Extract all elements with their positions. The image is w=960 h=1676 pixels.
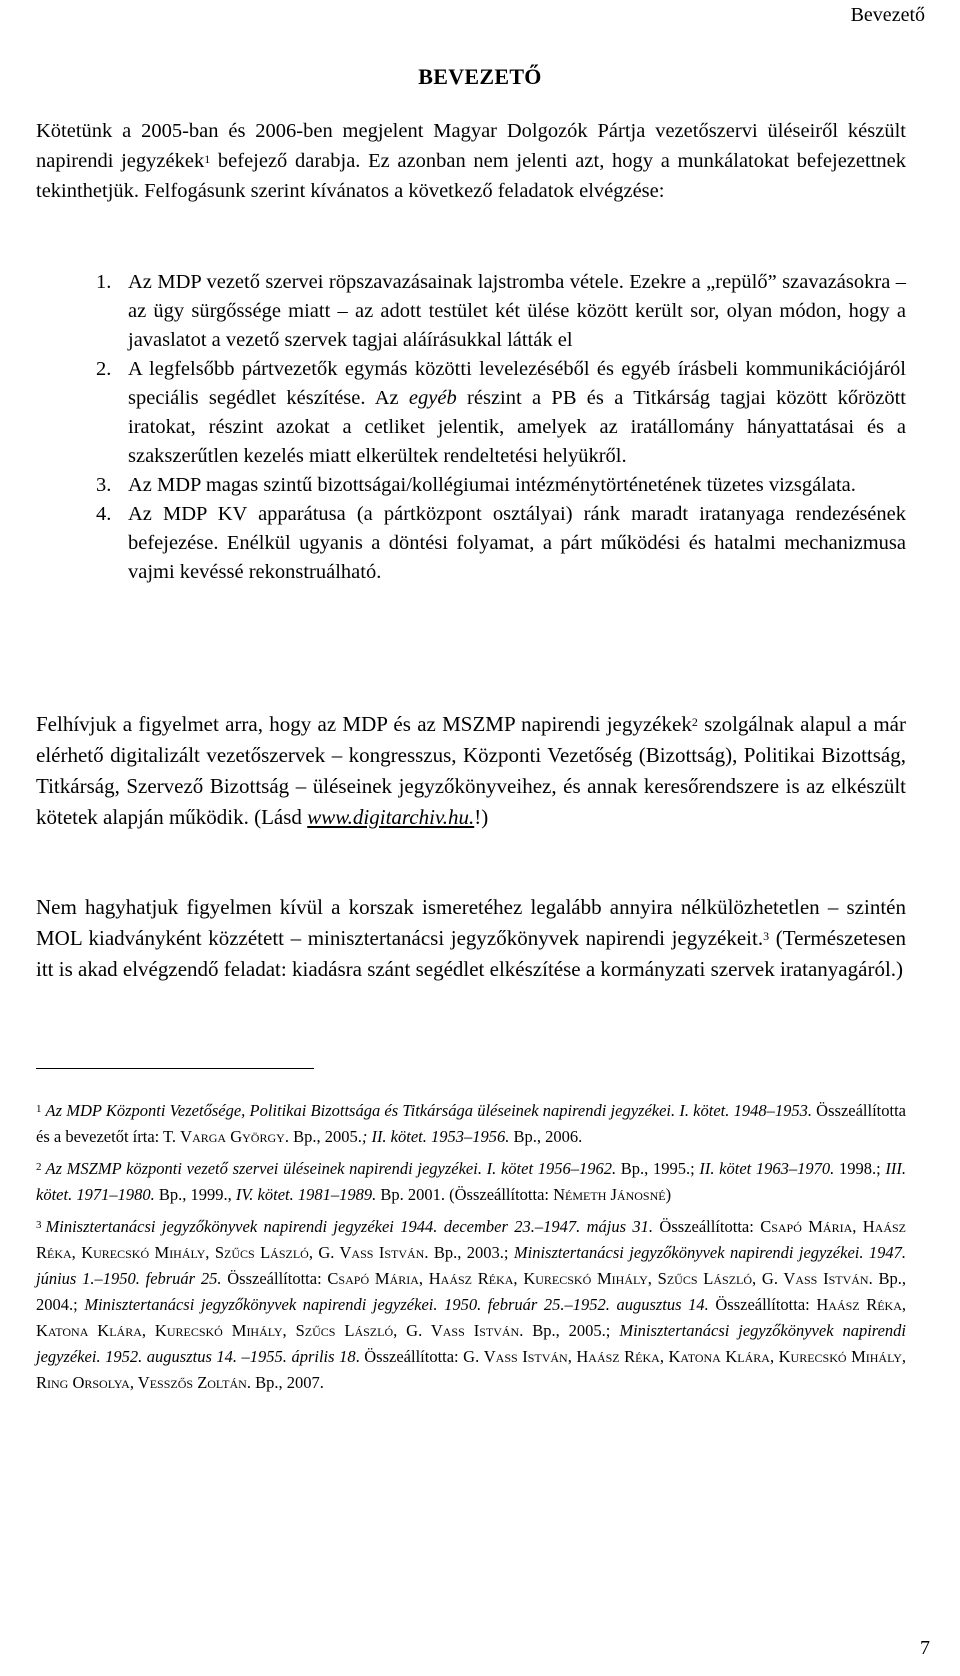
digitization-paragraph [36, 709, 906, 833]
footnote-text: . Bp., 2003.; [424, 1243, 514, 1262]
footnote-ref-3[interactable]: 3 [763, 929, 770, 943]
footnote-author: Varga György [180, 1127, 285, 1146]
footnote-1 [36, 1098, 906, 1150]
list-item [96, 268, 906, 355]
footnote-text: Összeállította és a bevezetőt írta: T. [36, 1101, 906, 1146]
list-item [96, 500, 906, 587]
footnote-text: . Bp., 2007. [246, 1373, 324, 1392]
para2-text-b: szolgálnak alapul a már elérhető digitalizált vezetőszervek – kongresszus, Központi Vezetőség (Bizottság), Politikai Bizottság, Titkárság, Szervező Bizottság – üléseinek jegyzőkönyveihez, és annak keresőrendszere is az elkészült kötetek alapján működik. (Lásd [36, 712, 906, 829]
list-item-number: 1. [96, 271, 112, 293]
para3-text-b: (Természetesen itt is akad elvégzendő feladat: kiadásra szánt segédlet elkészítése a kormányzati szervek iratanyagáról.) [36, 926, 906, 981]
list-item-text: Az MDP vezető szervei röpszavazásainak lajstromba vétele. Ezekre a „repülő” szavazásokra – az ügy sürgőssége miatt – az adott testület két ülése között került sor, olyan módon, hogy a javaslatot a vezető szervek tagjai aláírásukkal látták el [128, 271, 906, 351]
footnote-text: Bp., 1995.; [616, 1159, 700, 1178]
footnote-ref-1[interactable]: 1 [204, 152, 211, 166]
list-item-emphasis: egyéb [408, 387, 457, 409]
para2-text-a: Felhívjuk a figyelmet arra, hogy az MDP és az MSZMP napirendi jegyzékek [36, 712, 692, 736]
footnote-title: IV. kötet. 1981–1989. [235, 1185, 377, 1204]
council-minutes-paragraph [36, 892, 906, 985]
footnote-author: Haász Réka, Katona Klára, Kurecskó Mihály, Szűcs László, G. Vass István [36, 1295, 906, 1340]
digitarchiv-link[interactable]: www.digitarchiv.hu. [307, 805, 475, 829]
footnote-3 [36, 1214, 906, 1396]
footnote-number: 3 [36, 1219, 42, 1231]
list-item-text: Az MDP KV apparátusa (a pártközpont osztályai) ránk maradt iratanyaga rendezésének befejezése. Enélkül ugyanis a döntési folyamat, a párt működési és hatalmi mechanizmusa vajmi kevéssé rekonstruálható. [128, 503, 906, 583]
footnote-text: ) [665, 1185, 672, 1204]
footnote-text: . Bp., 2005.; [519, 1321, 620, 1340]
footnote-title: Minisztertanácsi jegyzőkönyvek napirendi jegyzékei 1944. december 23.–1947. május 31. [45, 1217, 654, 1236]
footnote-text: Összeállította: [708, 1295, 817, 1314]
footnote-author: Vass István, Haász Réka, Katona Klára, Kurecskó Mihály, Ring Orsolya, Vesszős Zoltán [36, 1347, 906, 1392]
list-item-number: 4. [96, 503, 112, 525]
task-list [96, 268, 906, 587]
list-item-number: 3. [96, 474, 112, 496]
footnote-title: Minisztertanácsi jegyzőkönyvek napirendi jegyzékei. 1947. június 1.–1950. február 25. [36, 1243, 906, 1288]
list-item [96, 355, 906, 471]
list-item-number: 2. [96, 358, 112, 380]
footnote-text: . Bp., 2004.; [36, 1269, 906, 1314]
intro-text-a: Kötetünk a 2005-ban és 2006-ben megjelent Magyar Dolgozók Pártja vezetőszervi üléseiről készült napirendi jegyzékek [36, 120, 906, 172]
intro-paragraph [36, 116, 906, 206]
footnote-title: III. kötet. 1971–1980. [36, 1159, 907, 1204]
footnote-separator [36, 1068, 314, 1069]
para3-text-a: Nem hagyhatjuk figyelmen kívül a korszak ismeretéhez legalább annyira nélkülözhetetlen – szintén MOL kiadványként közzétett – minisztertanácsi jegyzőkönyvek napirendi jegyzékeit. [36, 895, 906, 950]
footnote-text: Összeállította: [653, 1217, 761, 1236]
footnote-text: Bp., 2006. [509, 1127, 583, 1146]
footnote-title: ; II. kötet. 1953–1956. [361, 1127, 510, 1146]
footnote-text: Összeállította: [221, 1269, 328, 1288]
list-item-text-cont: részint a PB és a Titkárság tagjai között kőrözött iratokat, részint azokat a cetliket jelentik, amelyek az iratállomány hányattatásai és a szakszerűtlen kezelés miatt elkerültek rendeltetési helyükről. [128, 387, 906, 467]
footnote-number: 2 [36, 1161, 42, 1173]
footnote-title: II. kötet 1963–1970. [699, 1159, 835, 1178]
footnote-author: Németh Jánosné [553, 1185, 666, 1204]
footnote-text: 1998.; [834, 1159, 886, 1178]
list-item-text: A legfelsőbb pártvezetők egymás közötti levelezéséből és egyéb írásbeli kommunikációjáról speciális segédlet készítése. Az [128, 358, 906, 409]
running-header: Bevezető [850, 4, 925, 26]
footnote-author: Csapó Mária, Haász Réka, Kurecskó Mihály, Szűcs László, G. Vass István [36, 1217, 906, 1262]
footnote-2 [36, 1156, 906, 1208]
footnote-text: Bp. 2001. (Összeállította: [376, 1185, 554, 1204]
footnote-number: 1 [36, 1103, 42, 1115]
list-item-text: Az MDP magas szintű bizottságai/kollégiumai intézménytörténetének tüzetes vizsgálata. [128, 474, 856, 496]
footnote-text: . Bp., 2005. [284, 1127, 362, 1146]
footnote-text: . Összeállította: G. [355, 1347, 484, 1366]
page-title: BEVEZETŐ [418, 64, 542, 89]
page-number: 7 [920, 1637, 930, 1659]
para2-text-c: !) [474, 805, 489, 829]
footnote-ref-2[interactable]: 2 [691, 715, 698, 729]
footnote-title: Minisztertanácsi jegyzőkönyvek napirendi jegyzékei. 1952. augusztus 14. –1955. április 18 [36, 1321, 906, 1366]
footnotes-section [36, 1098, 906, 1402]
intro-text-b: befejező darabja. Ez azonban nem jelenti azt, hogy a munkálatokat befejezettnek tekinthetjük. Felfogásunk szerint kívánatos a következő feladatok elvégzése: [36, 150, 906, 202]
list-item [96, 471, 906, 500]
footnote-author: Csapó Mária, Haász Réka, Kurecskó Mihály, Szűcs László, G. Vass István [327, 1269, 869, 1288]
footnote-title: Az MDP Központi Vezetősége, Politikai Bizottsága és Titkársága üléseinek napirendi jegyzékei. I. kötet. 1948–1953. [45, 1101, 812, 1120]
footnote-title: Az MSZMP központi vezető szervei üléseinek napirendi jegyzékei. I. kötet 1956–1962. [45, 1159, 617, 1178]
footnote-title: Minisztertanácsi jegyzőkönyvek napirendi jegyzékei. 1950. február 25.–1952. augusztus 14. [84, 1295, 709, 1314]
footnote-text: Bp., 1999., [154, 1185, 236, 1204]
